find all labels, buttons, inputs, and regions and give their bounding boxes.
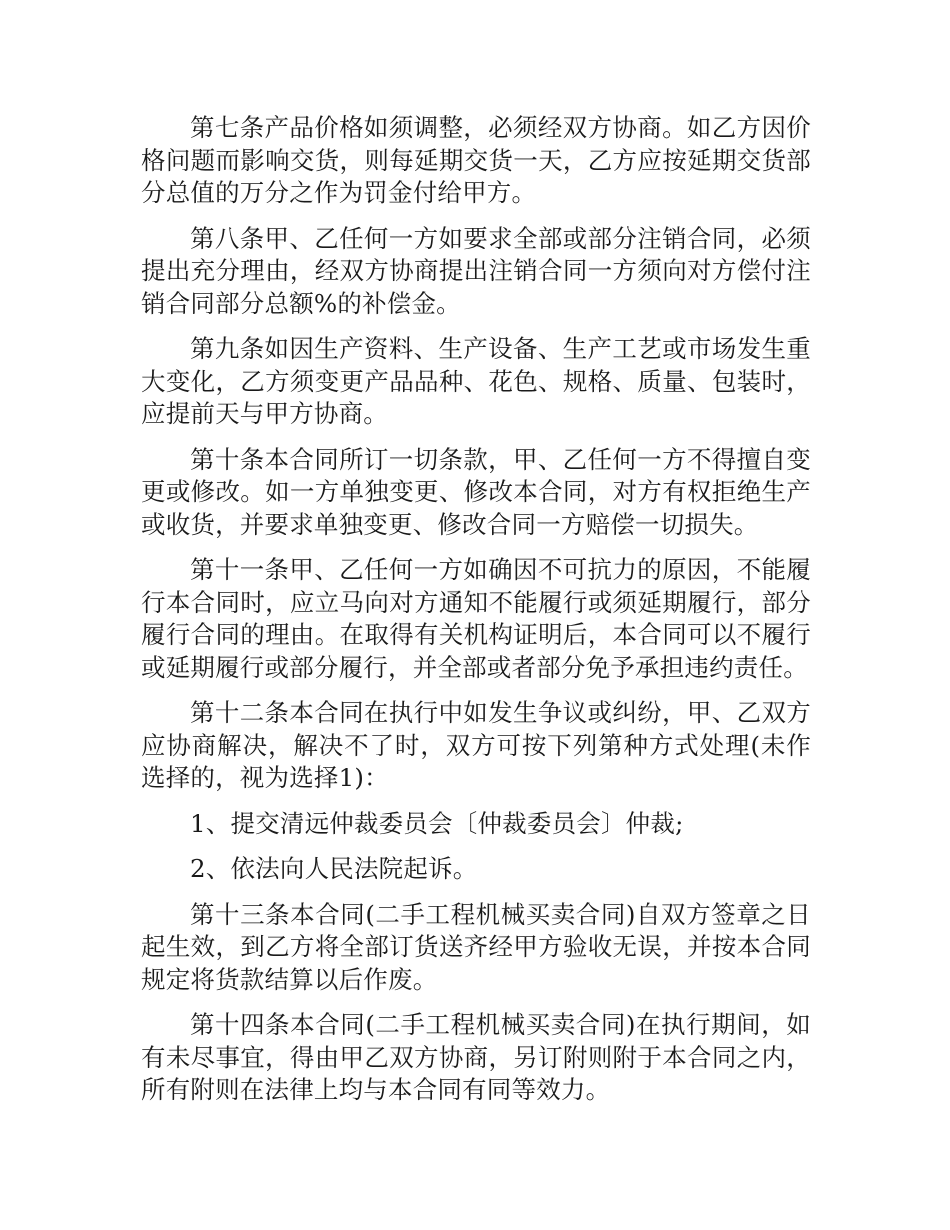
option-1-paragraph: 1、提交清远仲裁委员会〔仲裁委员会〕仲裁; (190, 808, 684, 838)
clause-13-paragraph: 第十三条本合同(二手工程机械买卖合同)自双方签章之日起生效，到乙方将全部订货送齐经甲方验收无误，并按本合同规定将货款结算以后作废。 (141, 899, 811, 994)
document-body (141, 112, 811, 1120)
clause-14-paragraph: 第十四条本合同(二手工程机械买卖合同)在执行期间，如有未尽事宜，得由甲乙双方协商，另订附则附于本合同之内，所有附则在法律上均与本合同有同等效力。 (141, 1010, 811, 1104)
clause-11-paragraph: 第十一条甲、乙任何一方如确因不可抗力的原因，不能履行本合同时，应立马向对方通知不能履行或须延期履行，部分履行合同的理由。在取得有关机构证明后，本合同可以不履行或延期履行或部分履行，并全部或者部分免予承担违约责任。 (141, 555, 811, 682)
clause-10-paragraph: 第十条本合同所订一切条款，甲、乙任何一方不得擅自变更或修改。如一方单独变更、修改本合同，对方有权拒绝生产或收货，并要求单独变更、修改合同一方赔偿一切损失。 (141, 444, 811, 539)
option-2-paragraph: 2、依法向人民法院起诉。 (190, 854, 478, 883)
clause-12-paragraph: 第十二条本合同在执行中如发生争议或纠纷，甲、乙双方应协商解决，解决不了时，双方可按下列第种方式处理(未作选择的，视为选择1)： (141, 698, 811, 792)
clause-7-paragraph: 第七条产品价格如须调整，必须经双方协商。如乙方因价格问题而影响交货，则每延期交货一天，乙方应按延期交货部分总值的万分之作为罚金付给甲方。 (141, 113, 811, 207)
clause-8-paragraph: 第八条甲、乙任何一方如要求全部或部分注销合同，必须提出充分理由，经双方协商提出注销合同一方须向对方偿付注销合同部分总额%的补偿金。 (141, 223, 811, 318)
clause-9-paragraph: 第九条如因生产资料、生产设备、生产工艺或市场发生重大变化，乙方须变更产品品种、花色、规格、质量、包装时，应提前天与甲方协商。 (141, 334, 811, 428)
